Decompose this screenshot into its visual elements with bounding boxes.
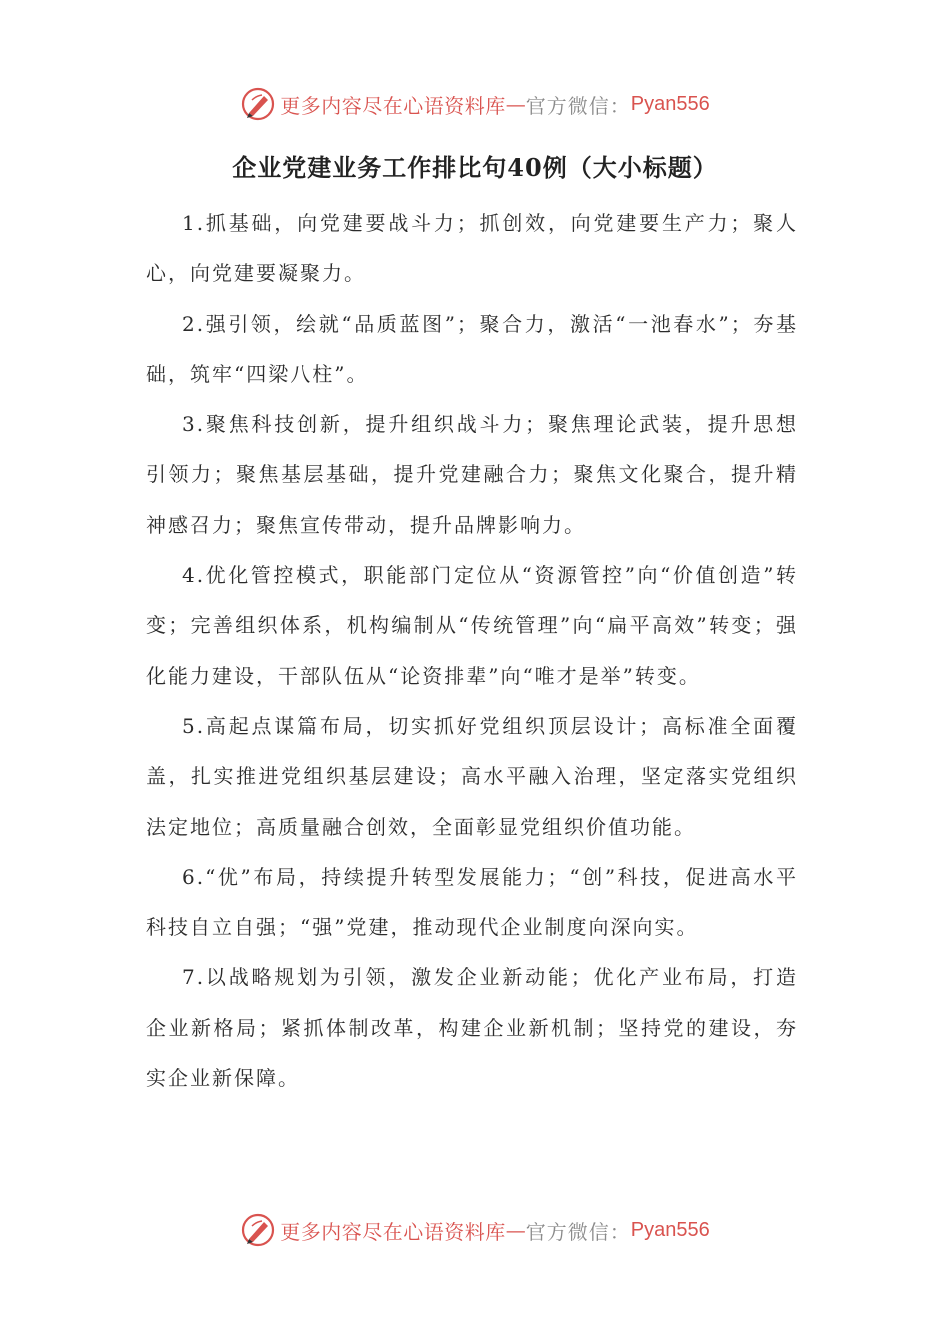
paragraph-2: 2.强引领，绘就“品质蓝图”；聚合力，激活“一池春水”；夯基础，筑牢“四梁八柱”。	[146, 311, 798, 386]
banner-wechat-id: Pyan556	[630, 92, 710, 115]
banner-main-text: 更多内容尽在心语资料库	[280, 1219, 506, 1244]
paragraph-1: 1.抓基础，向党建要战斗力；抓创效，向党建要生产力；聚人心，向党建要凝聚力。	[146, 211, 798, 286]
banner-wechat-label: 官方微信：	[525, 1219, 631, 1244]
pen-logo-icon	[240, 1212, 276, 1248]
paragraph-4: 4.优化管控模式，职能部门定位从“资源管控”向“价值创造”转变；完善组织体系，机构编制从“传统管理”向“扁平高效”转变；强化能力建设，干部队伍从“论资排辈”向“唯才是举”转变。	[146, 563, 798, 688]
banner-main-text: 更多内容尽在心语资料库	[280, 93, 506, 118]
paragraph-7: 7.以战略规划为引领，激发企业新动能；优化产业布局，打造企业新格局；紧抓体制改革，构建企业新机制；坚持党的建设，夯实企业新保障。	[146, 965, 798, 1091]
paragraph-6: 6.“优”布局，持续提升转型发展能力；“创”科技，促进高水平科技自立自强；“强”党建，推动现代企业制度向深向实。	[146, 864, 798, 940]
page-title: 企业党建业务工作排比句40例（大小标题）	[232, 153, 718, 182]
header-banner	[0, 84, 950, 124]
paragraph-3: 3.聚焦科技创新，提升组织战斗力；聚焦理论武装，提升思想引领力；聚焦基层基础，提升党建融合力；聚焦文化聚合，提升精神感召力；聚焦宣传带动，提升品牌影响力。	[146, 412, 798, 537]
banner-wechat-label: 官方微信：	[525, 93, 631, 118]
banner-dash: —	[505, 92, 526, 116]
footer-banner	[0, 1210, 950, 1250]
pen-logo-icon	[240, 86, 276, 122]
banner-wechat-id: Pyan556	[630, 1218, 710, 1241]
banner-dash: —	[505, 1218, 526, 1242]
paragraph-5: 5.高起点谋篇布局，切实抓好党组织顶层设计；高标准全面覆盖，扎实推进党组织基层建设；高水平融入治理，坚定落实党组织法定地位；高质量融合创效，全面彰显党组织价值功能。	[146, 713, 798, 839]
document-body	[146, 198, 798, 1103]
